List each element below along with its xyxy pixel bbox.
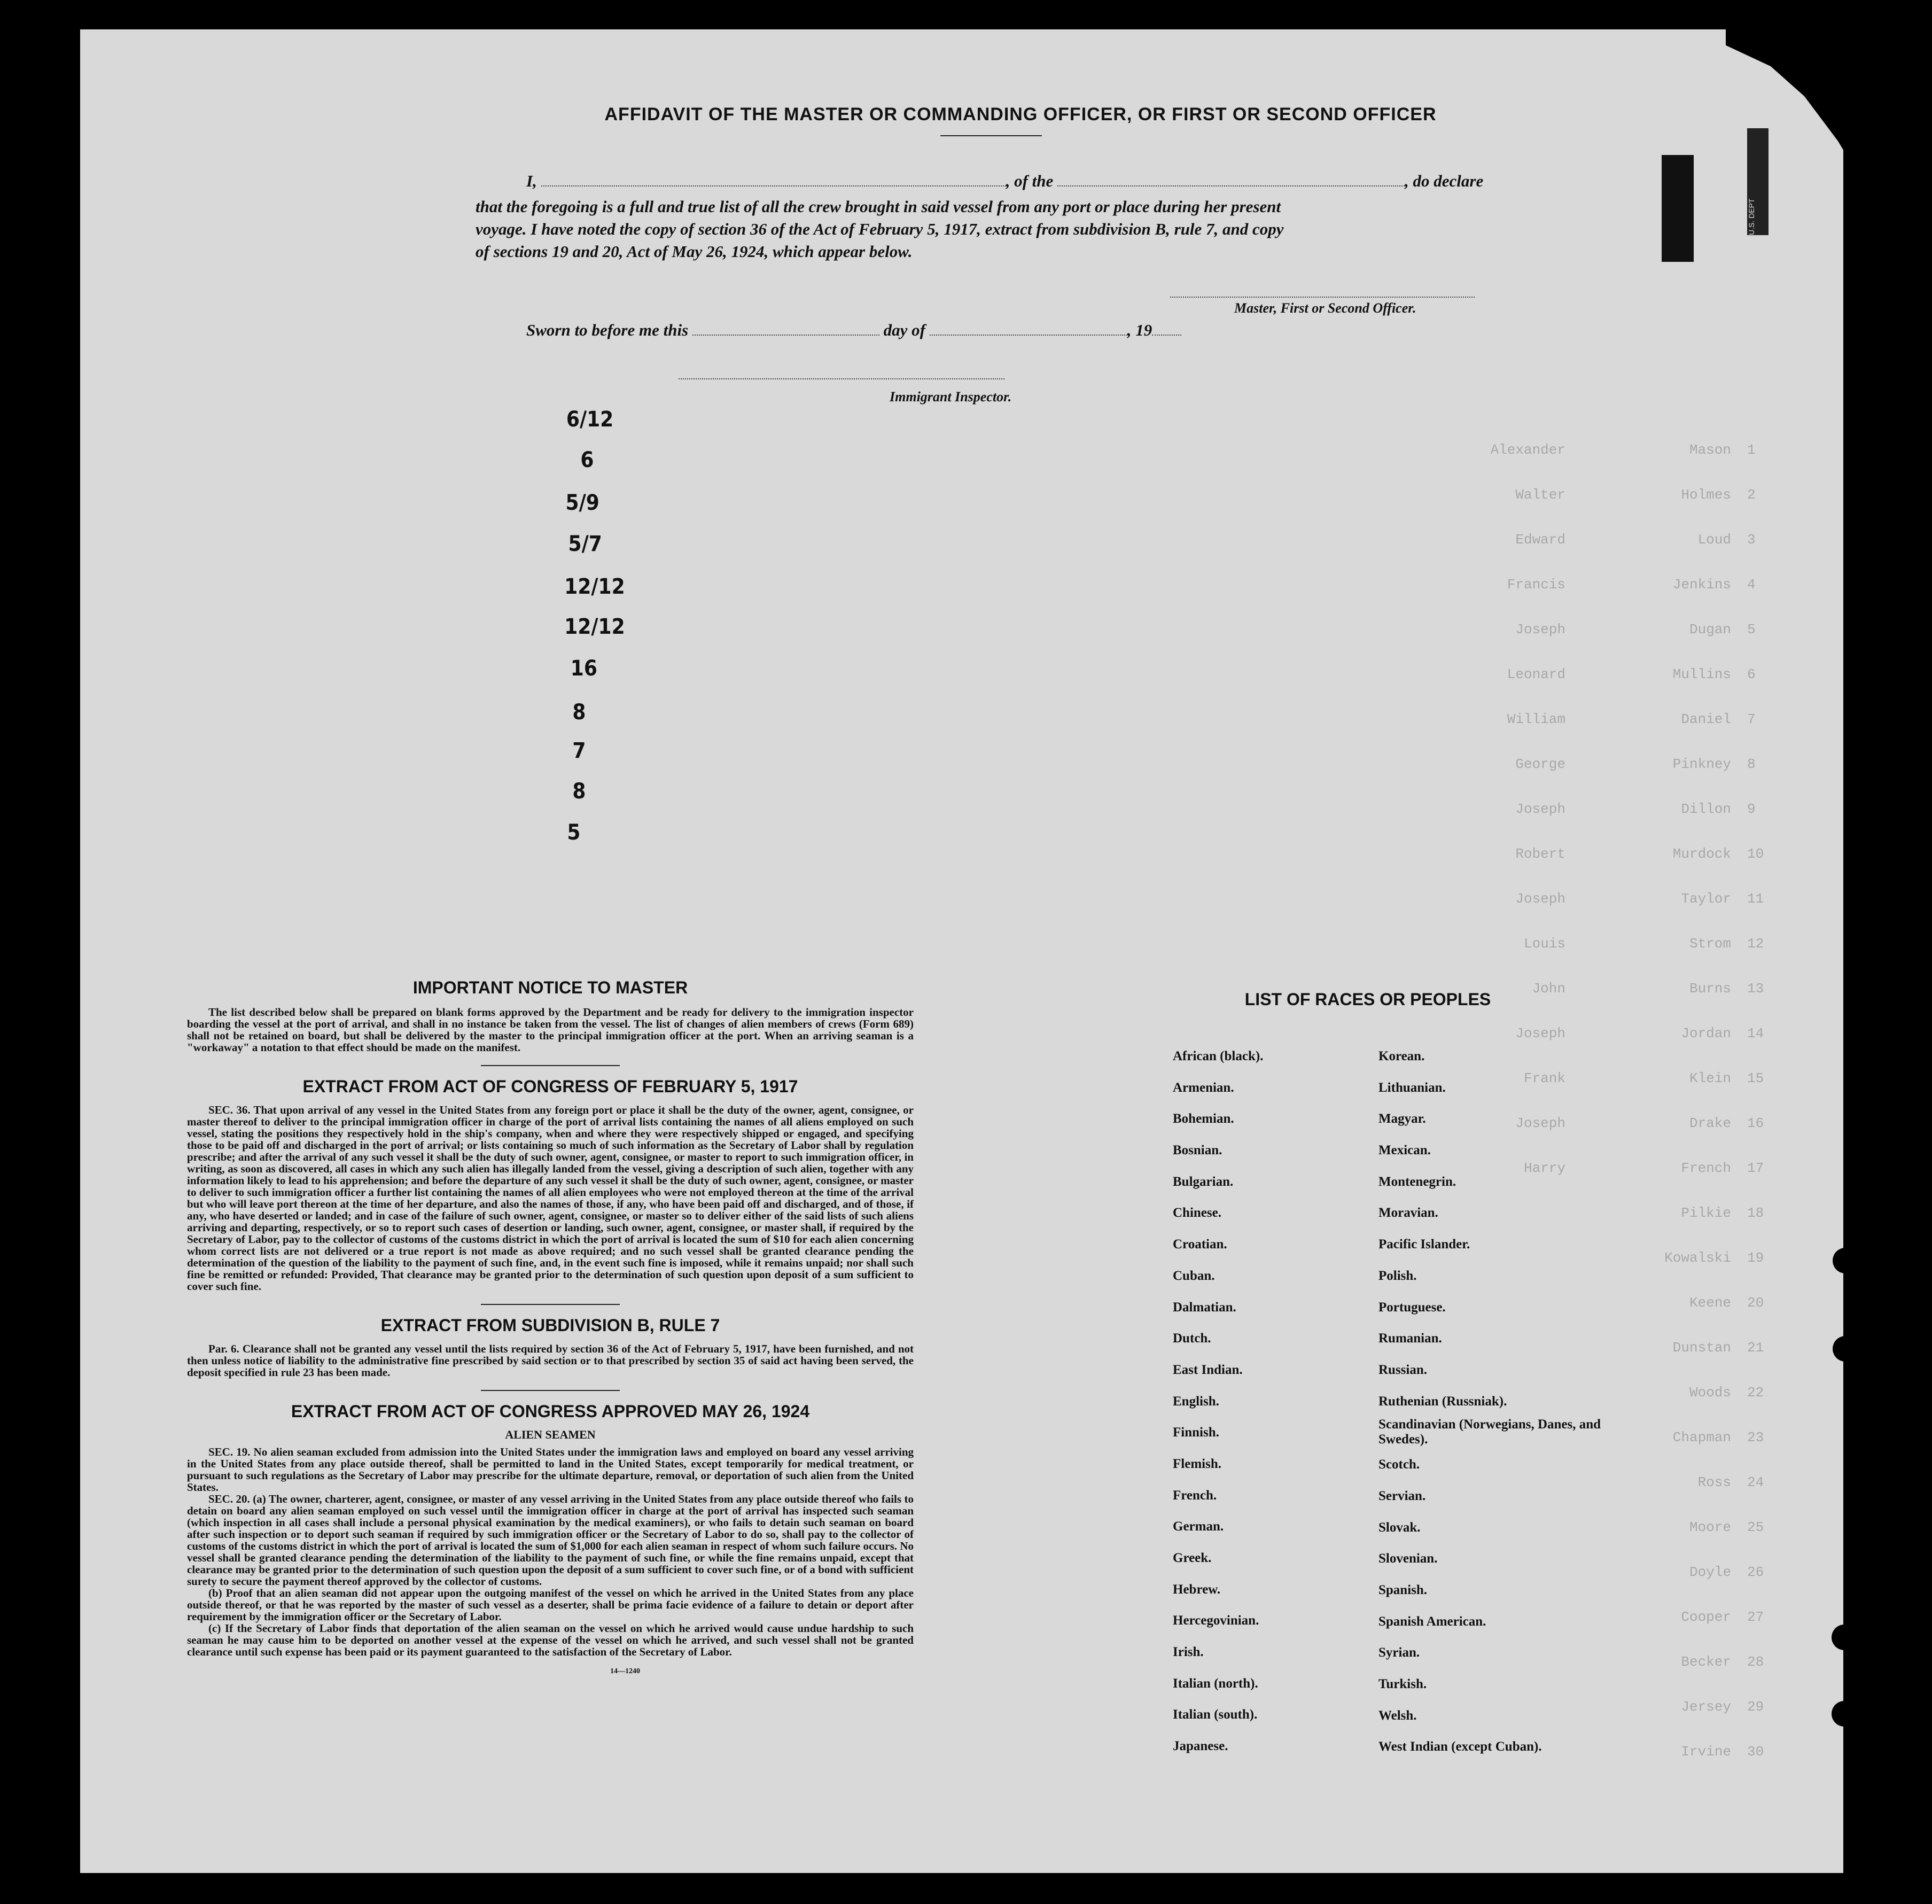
sworn-line — [526, 319, 1274, 341]
handwritten-mark: 8 — [572, 779, 586, 804]
race-item: Portuguese. — [1378, 1300, 1446, 1315]
bleed-number: 17 — [1747, 1160, 1764, 1176]
race-item: Lithuanian. — [1378, 1080, 1446, 1095]
handwritten-mark: 12/12 — [564, 615, 625, 639]
punch-hole — [1832, 1701, 1857, 1727]
sec19-text: SEC. 19. No alien seaman excluded from admission into the United States under the immigration laws and employed on board any vessel arriving in the United States from any place outside thereof, shall be permitted to land in the United States, except temporarily for medical treatment, or pursuant to such regulations as the Secretary of Labor may prescribe for the ultimate departure, removal, or deportation of such alien from the United States. — [187, 1446, 914, 1494]
binding-tab — [1662, 155, 1694, 262]
bleed-surname: Becker — [1681, 1654, 1731, 1670]
extract1917-text: SEC. 36. That upon arrival of any vessel in the United States from any foreign port or place it shall be the duty of the owner, agent, consignee, or master thereof to deliver to the principal immigration officer in charge of the port of arrival lists containing the names of all aliens employed on such vessel, stating the positions they respectively hold in the ship's company, when and where they were respectively shipped or engaged, and specifying those to be paid off and discharged in the port of arrival; or lists containing so much of such information as the Secretary of Labor shall by regulation prescribe; and after the arrival of any such vessel it shall be the duty of such owner, agent, consignee, or master to report to such immigration officer, in writing, as soon as discovered, all cases in which any such alien has illegally landed from the vessel, giving a description of such alien, together with any information likely to lead to his apprehension; and before the departure of any such vessel it shall be the duty of such owner, agent, consignee, or master to deliver to such immigration officer a further list containing the names of all alien employees who were not employed thereon at the time of the arrival but who will leave port thereon at the time of her departure, and also the names of those, if any, who have been paid off and discharged, and of those, if any, who have deserted or landed; and in case of the failure of such owner, agent, consignee, or master so to deliver either of the said lists of such aliens arriving and departing, respectively, or so to report such cases of desertion or landing, such owner, agent, consignee, or master shall, if required by the Secretary of Labor, pay to the collector of customs of the customs district in which the port of arrival is located the sum of $10 for each alien concerning whom correct lists are not delivered or a true report is not made as above required; and no such vessel shall be granted clearance pending the determination of the question of the liability to the payment of such fine, and, in the event such fine is imposed, while it remains unpaid; nor shall such fine be remitted or refunded: Provided, That clearance may be granted prior to the determination of such question upon deposit of a sum sufficient to cover such fine. — [187, 1103, 914, 1293]
race-item: Flemish. — [1173, 1456, 1221, 1471]
punch-hole — [1854, 355, 1880, 381]
punch-hole — [1833, 1248, 1858, 1273]
day-of-label: day of — [883, 321, 925, 339]
i-label: I, — [526, 172, 537, 190]
bleed-number: 6 — [1747, 666, 1756, 682]
section-divider — [481, 1065, 620, 1066]
bleed-number: 25 — [1747, 1519, 1764, 1535]
races-left-column — [1173, 1041, 1376, 1762]
handwritten-mark: 8 — [572, 700, 586, 725]
bleed-number: 7 — [1747, 711, 1756, 727]
race-item: Slovenian. — [1378, 1551, 1438, 1566]
bleed-surname: Drake — [1689, 1115, 1731, 1131]
race-item: Mexican. — [1378, 1143, 1431, 1158]
race-item: Slovak. — [1378, 1520, 1421, 1535]
section-divider — [481, 1304, 620, 1305]
race-item: East Indian. — [1173, 1362, 1243, 1377]
race-item: Bulgarian. — [1173, 1174, 1234, 1189]
extract1917-title: EXTRACT FROM ACT OF CONGRESS OF FEBRUARY 5, 1917 — [302, 1077, 798, 1096]
notice-title: IMPORTANT NOTICE TO MASTER — [412, 978, 688, 997]
races-right-column — [1378, 1041, 1603, 1763]
race-item: Armenian. — [1173, 1080, 1234, 1095]
race-item: Turkish. — [1378, 1677, 1427, 1692]
officer-name-field[interactable] — [541, 185, 1006, 186]
vessel-name-field[interactable] — [1057, 185, 1405, 186]
bleed-surname: Dillon — [1681, 801, 1731, 817]
affidavit-line-2: that the foregoing is a full and true list of all the crew brought in said vessel from any port or place during her present — [476, 197, 1281, 216]
bleed-number: 11 — [1747, 891, 1764, 907]
race-item: Italian (north). — [1173, 1676, 1258, 1691]
handwritten-mark: 16 — [570, 656, 597, 681]
race-item: African (black). — [1173, 1049, 1264, 1063]
bleed-number: 18 — [1747, 1205, 1764, 1221]
bleed-surname: Kowalski — [1664, 1250, 1731, 1266]
bleed-given-name: Joseph — [1515, 891, 1565, 907]
races-title: LIST OF RACES OR PEOPLES — [1244, 990, 1491, 1009]
bleed-surname: Jenkins — [1672, 577, 1731, 593]
bleed-surname: Holmes — [1681, 487, 1731, 503]
bleed-surname: Moore — [1689, 1519, 1731, 1535]
race-item: Croatian. — [1173, 1237, 1227, 1252]
bleed-surname: Murdock — [1672, 846, 1731, 862]
affidavit-line-4: of sections 19 and 20, Act of May 26, 1924, which appear below. — [476, 242, 913, 261]
race-item: Irish. — [1173, 1645, 1204, 1660]
race-item: Dutch. — [1173, 1331, 1211, 1346]
bleed-given-name: Robert — [1515, 846, 1565, 862]
punch-hole — [1849, 724, 1874, 750]
sec20c-text: (c) If the Secretary of Labor finds that deportation of the alien seaman on the vessel on which he arrived would cause undue hardship to such seaman he may cause him to be deported on another vessel at the expense of the vessel on which he arrived, and such vessel shall not be granted clearance until such expense has been paid or its payment guaranteed to the satisfaction of the Secretary of Labor. — [187, 1622, 914, 1658]
race-item: Cuban. — [1173, 1268, 1215, 1283]
punch-hole — [1849, 636, 1874, 662]
rule7-text: Par. 6. Clearance shall not be granted any vessel until the lists required by section 36 of the Act of February 5, 1917, have been furnished, and not then unless notice of liability to the administrative fine prescribed by said section or to that prescribed by section 35 of said act having been served, the deposit specified in rule 23 has been made. — [187, 1342, 914, 1379]
form-number: 14—1240 — [610, 1667, 640, 1675]
bleed-number: 27 — [1747, 1609, 1764, 1625]
race-item: Greek. — [1173, 1551, 1212, 1565]
punch-hole — [1832, 1625, 1857, 1650]
bleed-number: 13 — [1747, 981, 1764, 997]
bleed-surname: Taylor — [1681, 891, 1731, 907]
signature-label: Master, First or Second Officer. — [1234, 300, 1416, 316]
race-item: Korean. — [1378, 1049, 1425, 1063]
sec20b-text: (b) Proof that an alien seaman did not appear upon the outgoing manifest of the vessel on which he arrived in the United States from any place outside thereof, or that he was reported by the master of such vessel as a deserter, shall be prima facie evidence of a failure to detain or deport after requirement by the immigration officer or the Secretary of Labor. — [187, 1587, 914, 1623]
bleed-surname: Dunstan — [1672, 1340, 1731, 1356]
handwritten-mark: 5/7 — [568, 532, 602, 556]
bleed-surname: Doyle — [1689, 1564, 1731, 1580]
signature-line — [1170, 297, 1475, 298]
bleed-number: 5 — [1747, 621, 1756, 638]
of-the-label: , of the — [1006, 172, 1054, 190]
bleed-surname: Mason — [1689, 442, 1731, 458]
handwritten-mark: 12/12 — [564, 574, 625, 599]
bleed-through-numbers — [1747, 428, 1774, 1774]
race-item: Ruthenian (Russniak). — [1378, 1394, 1507, 1409]
handwritten-mark: 7 — [572, 739, 586, 763]
affidavit-title: AFFIDAVIT OF THE MASTER OR COMMANDING OFFICER, OR FIRST OR SECOND OFFICER — [604, 104, 1437, 125]
race-item: Welsh. — [1378, 1708, 1417, 1723]
bleed-given-name: Walter — [1515, 487, 1565, 503]
race-item: Scandinavian (Norwegians, Danes, and Swedes). — [1378, 1417, 1601, 1447]
bleed-given-name: Edward — [1515, 532, 1565, 548]
bleed-number: 22 — [1747, 1385, 1764, 1401]
bleed-surname: French — [1681, 1160, 1731, 1176]
bleed-number: 30 — [1747, 1744, 1764, 1760]
race-item: Spanish American. — [1378, 1614, 1486, 1629]
bleed-number: 16 — [1747, 1115, 1764, 1131]
bleed-surname: Jersey — [1681, 1699, 1731, 1715]
race-item: West Indian (except Cuban). — [1378, 1739, 1542, 1754]
bleed-given-name: Joseph — [1515, 801, 1565, 817]
extract1924-subtitle: ALIEN SEAMEN — [505, 1428, 596, 1441]
bleed-number: 21 — [1747, 1340, 1764, 1356]
bleed-surname: Mullins — [1672, 666, 1731, 682]
race-item: German. — [1173, 1519, 1224, 1534]
bleed-number: 20 — [1747, 1295, 1764, 1311]
bleed-given-name: Joseph — [1515, 1025, 1565, 1042]
bleed-surname: Pinkney — [1672, 756, 1731, 772]
race-item: French. — [1173, 1488, 1217, 1503]
title-divider — [940, 135, 1042, 136]
bleed-given-name: John — [1532, 981, 1565, 997]
bleed-given-name: William — [1507, 711, 1565, 727]
bleed-given-name: Harry — [1523, 1160, 1565, 1176]
bleed-number: 19 — [1747, 1250, 1764, 1266]
race-item: Finnish. — [1173, 1425, 1219, 1440]
bleed-given-name: Frank — [1523, 1070, 1565, 1086]
bleed-surname: Klein — [1689, 1070, 1731, 1086]
race-item: Servian. — [1378, 1488, 1426, 1503]
bleed-surname: Keene — [1689, 1295, 1731, 1311]
notice-text: The list described below shall be prepared on blank forms approved by the Department and be ready for delivery to the immigration inspector boarding the vessel at the port of arrival, and shall in no instance be taken from the vessel. The list of changes of alien members of crews (Form 689) shall not be retained on board, but shall be delivered by the master to the principal immigration officer at the port. When an arriving seaman is a "workaway" a notation to that effect should be made on the manifest. — [187, 1006, 914, 1054]
sworn-month-field[interactable] — [930, 335, 1127, 336]
race-item: English. — [1173, 1394, 1219, 1409]
race-item: Scotch. — [1378, 1457, 1420, 1472]
bleed-through-surnames — [1635, 428, 1731, 1774]
punch-hole — [1857, 269, 1883, 295]
bleed-given-name: Alexander — [1490, 442, 1565, 458]
handwritten-mark: 5 — [567, 820, 581, 845]
race-item: Bohemian. — [1173, 1112, 1234, 1126]
bleed-number: 29 — [1747, 1699, 1764, 1715]
race-item: Italian (south). — [1173, 1707, 1258, 1722]
bleed-number: 14 — [1747, 1025, 1764, 1042]
bleed-given-name: Joseph — [1515, 1115, 1565, 1131]
bleed-surname: Daniel — [1681, 711, 1731, 727]
bleed-number: 24 — [1747, 1474, 1764, 1490]
handwritten-mark: 6 — [580, 448, 594, 472]
bleed-surname: Dugan — [1689, 621, 1731, 638]
race-item: Spanish. — [1378, 1583, 1428, 1597]
bleed-number: 1 — [1747, 442, 1756, 458]
punch-hole — [1833, 1336, 1858, 1362]
bleed-number: 4 — [1747, 577, 1756, 593]
bleed-number: 23 — [1747, 1429, 1764, 1446]
bleed-number: 2 — [1747, 487, 1756, 503]
year-label: , 19 — [1127, 321, 1152, 339]
bleed-number: 8 — [1747, 756, 1756, 772]
bleed-number: 15 — [1747, 1070, 1764, 1086]
bleed-given-name: Louis — [1523, 936, 1565, 952]
inspector-label: Immigrant Inspector. — [890, 389, 1012, 405]
race-item: Rumanian. — [1378, 1331, 1442, 1346]
bleed-surname: Cooper — [1681, 1609, 1731, 1625]
bleed-surname: Ross — [1697, 1474, 1731, 1490]
race-item: Montenegrin. — [1378, 1174, 1456, 1189]
sworn-label: Sworn to before me this — [526, 321, 689, 339]
bleed-number: 28 — [1747, 1654, 1764, 1670]
inspector-line — [679, 378, 1004, 379]
race-item: Bosnian. — [1173, 1143, 1222, 1158]
handwritten-mark: 6/12 — [566, 407, 614, 432]
sec20a-text: SEC. 20. (a) The owner, charterer, agent, consignee, or master of any vessel arriving in the United States from any place outside thereof who fails to detain on board any alien seaman employed on such vessel until the immigration officer in charge at the port of arrival has inspected such seaman (which inspection in all cases shall include a personal physical examination by the medical examiners), or who fails to detain such seaman on board after such inspection or to deport such seaman if required by such immigration officer or the Secretary of Labor to do so, shall pay to the collector of customs of the customs district in which the port of arrival is located the sum of $1,000 for each alien seaman in respect of whom such failure occurs. No vessel shall be granted clearance pending the determination of the liability to the payment of such fine, or while the fine remains unpaid, except that clearance may be granted prior to the determination of such question upon the deposit of a sum sufficient to cover such fine, or of a bond with sufficient surety to secure the payment thereof approved by the collector of customs. — [187, 1493, 914, 1588]
affidavit-line-1 — [526, 170, 1515, 192]
race-item: Syrian. — [1378, 1645, 1420, 1660]
race-item: Hebrew. — [1173, 1582, 1221, 1597]
bleed-surname: Woods — [1689, 1385, 1731, 1401]
race-item: Polish. — [1378, 1268, 1417, 1283]
bleed-given-name: Francis — [1507, 577, 1565, 593]
race-item: Pacific Islander. — [1378, 1237, 1470, 1252]
race-item: Chinese. — [1173, 1206, 1221, 1221]
binding-tab-label — [1747, 128, 1769, 235]
race-item: Japanese. — [1173, 1739, 1228, 1754]
bleed-surname: Jordan — [1681, 1025, 1731, 1042]
bleed-surname: Chapman — [1672, 1429, 1731, 1446]
bleed-given-name: Leonard — [1507, 666, 1565, 682]
notice-section — [187, 978, 914, 1676]
bleed-number: 26 — [1747, 1564, 1764, 1580]
race-item: Hercegovinian. — [1173, 1613, 1259, 1628]
do-declare-label: , do declare — [1405, 172, 1484, 190]
bleed-surname: Irvine — [1681, 1744, 1731, 1760]
bleed-given-name: George — [1515, 756, 1565, 772]
race-item: Russian. — [1378, 1362, 1428, 1377]
bleed-surname: Strom — [1689, 936, 1731, 952]
rule7-title: EXTRACT FROM SUBDIVISION B, RULE 7 — [380, 1316, 720, 1335]
side-label: U.S. DEPT — [1747, 198, 1756, 235]
sworn-day-field[interactable] — [692, 335, 879, 336]
bleed-number: 3 — [1747, 532, 1756, 548]
race-item: Moravian. — [1378, 1206, 1438, 1221]
race-item: Dalmatian. — [1173, 1300, 1236, 1315]
extract1924-title: EXTRACT FROM ACT OF CONGRESS APPROVED MAY 26, 1924 — [291, 1402, 810, 1421]
bleed-number: 12 — [1747, 936, 1764, 952]
bleed-number: 10 — [1747, 846, 1764, 862]
bleed-surname: Pilkie — [1681, 1205, 1731, 1221]
bleed-given-name: Joseph — [1515, 621, 1565, 638]
sworn-year-field[interactable] — [1152, 335, 1181, 336]
bleed-surname: Burns — [1689, 981, 1731, 997]
affidavit-line-3: voyage. I have noted the copy of section 36 of the Act of February 5, 1917, extract from subdivision B, rule 7, and copy — [476, 220, 1284, 238]
bleed-surname: Loud — [1697, 532, 1731, 548]
handwritten-mark: 5/9 — [565, 491, 599, 515]
section-divider — [481, 1390, 620, 1391]
bleed-number: 9 — [1747, 801, 1756, 817]
race-item: Magyar. — [1378, 1112, 1426, 1126]
